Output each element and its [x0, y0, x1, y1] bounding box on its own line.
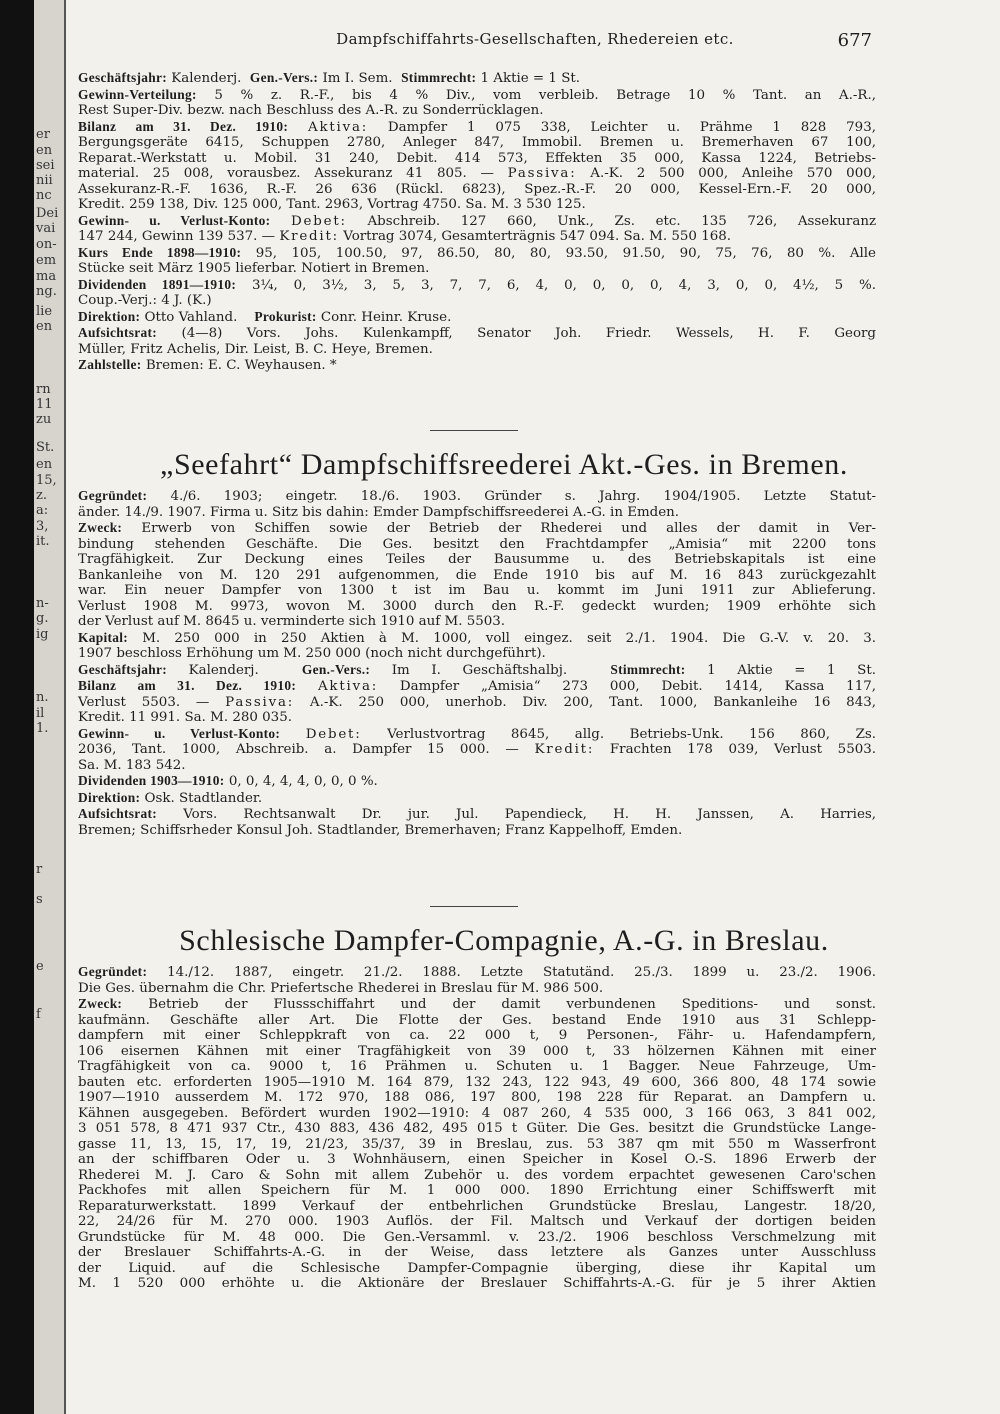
purpose-line: der Liquid. auf die Schlesische Dampfer-Compagnie überging, diese ihr Kapital um [78, 1260, 876, 1276]
section-separator [430, 906, 518, 907]
balance-line: Assekuranz-R.-F. 1636, R.-F. 26 636 (Rückl. 6823), Spez.-R.-F. 20 000, Kessel-Ern.-F. 20 000, [78, 181, 876, 197]
supervisory-board: Aufsichtsrat: (4—8) Vors. Johs. Kulenkampff, Senator Joh. Friedr. Wessels, H. F. Georg [78, 325, 876, 341]
seefahrt-entry [78, 488, 876, 838]
purpose-line: Reparaturwerkstatt. 1899 Verkauf der entbehrlichen Grundstücke Breslau, Langestr. 18/20, [78, 1198, 876, 1214]
margin-fragment: 15, [36, 473, 57, 488]
purpose-line: der Verlust auf M. 8645 u. verminderte sich 1910 auf M. 5503. [78, 614, 506, 629]
share-price: Kurs Ende 1898—1910: 95, 105, 100.50, 97, 86.50, 80, 80, 93.50, 91.50, 90, 75, 76, 80 %. Alle [78, 244, 876, 261]
margin-fragment: z. [36, 488, 47, 503]
balance-line: Kredit. 259 138, Div. 125 000, Tant. 2963, Vortrag 4750. Sa. M. 3 530 125. [78, 197, 586, 212]
profit-loss-line: 147 244, Gewinn 139 537. — Kredit: Vortrag 3074, Gesamterträgnis 547 094. Sa. M. 550 168. [78, 229, 732, 244]
margin-fragment: s [36, 892, 43, 907]
margin-fragment: il [36, 706, 45, 721]
schlesische-heading: Schlesische Dampfer-Compagnie, A.-G. in Breslau. [179, 924, 829, 957]
profit-loss-line: Sa. M. 183 542. [78, 757, 186, 773]
coupon-expiry: Coup.-Verj.: 4 J. (K.) [78, 293, 212, 308]
paying-agent: Zahlstelle: Bremen: E. C. Weyhausen. * [78, 357, 337, 373]
margin-fragment: lie [36, 304, 53, 319]
founded-cont: Die Ges. übernahm die Chr. Priefertsche Rhederei in Breslau für M. 986 500. [78, 980, 604, 996]
founded: Gegründet: 14./12. 1887, eingetr. 21./2. 1888. Letzte Statutänd. 25./3. 1899 u. 23./2. 1906. [78, 964, 876, 980]
dividends: Dividenden 1891—1910: 3¼, 0, 3½, 3, 5, 3, 7, 7, 6, 4, 0, 0, 0, 0, 4, 3, 0, 0, 4½, 5 %. [78, 276, 876, 293]
margin-fragment: nii [36, 173, 53, 188]
balance-line: Bergungsgeräte 6415, Schuppen 2780, Anleger 847, Immobil. Bremen u. Bremerhaven 67 100, [78, 135, 876, 150]
margin-fragment: 3, [36, 519, 49, 534]
margin-fragment: nc [36, 188, 52, 203]
supervisory-board-cont: Müller, Fritz Achelis, Dir. Leist, B. C. Heye, Bremen. [78, 341, 433, 357]
balance-line: material. 25 008, vorausbez. Assekuranz 41 805. — Passiva: A.-K. 2 500 000, Anleihe 570 000, [78, 166, 877, 181]
previous-entry-continuation [78, 70, 876, 374]
founded-cont: änder. 14./9. 1907. Firma u. Sitz bis dahin: Emder Dampfschiffsreederei A.-G. in Emden. [78, 504, 680, 520]
purpose-line: Packhofes mit allen Speichern für M. 1 000 000. 1890 Errichtung einer Schiffswerft mit [78, 1183, 876, 1198]
founded: Gegründet: 4./6. 1903; eingetr. 18./6. 1903. Gründer s. Jahrg. 1904/1905. Letzte Statut- [78, 488, 876, 504]
purpose-line: 106 eisernen Kähnen mit einer Tragfähigkeit von 39 000 t, 33 hölzernen Kähnen mit einer [78, 1043, 876, 1059]
margin-fragment: zu [36, 412, 52, 427]
profit-loss-line: 2036, Tant. 1000, Abschreib. a. Dampfer 15 000. — Kredit: Frachten 178 039, Verlust 5503. [78, 742, 877, 757]
purpose-line: Kähnen ausgegeben. Befördert wurden 1902—1910: 4 087 260, 4 535 000, 3 166 063, 3 841 002, [78, 1105, 876, 1121]
meeting-line: Geschäftsjahr: Kalenderj. Gen.-Vers.: Im I. Sem. Stimmrecht: 1 Aktie = 1 St. [78, 70, 580, 86]
margin-fragment: r [36, 862, 43, 877]
capital-cont: 1907 beschloss Erhöhung um M. 250 000 (noch nicht durchgeführt). [78, 646, 546, 661]
purpose-line: war. Ein neuer Dampfer von 1300 t ist im Bau u. kommt im Juni 1911 zur Ablieferung. [78, 583, 876, 598]
margin-fragment: ig [36, 627, 49, 642]
supervisory-board: Aufsichtsrat: Vors. Rechtsanwalt Dr. jur. Jul. Papendieck, H. H. Janssen, A. Harries, [78, 806, 876, 822]
purpose-line: 1907—1910 ausserdem M. 172 970, 188 086, 197 800, 198 228 für Reparat. an Dampfern u. [78, 1090, 876, 1105]
profit-distribution-cont: Rest Super-Div. bezw. nach Beschluss des A.-R. zu Sonderrücklagen. [78, 103, 544, 118]
margin-fragment: Dei [36, 206, 59, 221]
margin-fragment: ng. [36, 284, 57, 299]
profit-loss-account: Gewinn- u. Verlust-Konto: Debet: Abschreib. 127 660, Unk., Zs. etc. 135 726, Assekuranz [78, 212, 876, 229]
purpose: Zweck: Betrieb der Flussschiffahrt und der damit verbundenen Speditions- und sonst. [78, 996, 876, 1012]
purpose-line: 22, 24/26 für M. 270 000. 1903 Auflös. der Fil. Maltsch und Verkauf der dortigen beiden [78, 1214, 876, 1229]
margin-fragment: a: [36, 503, 49, 518]
page-edge-rule [64, 0, 66, 1414]
margin-fragment: St. [36, 440, 55, 455]
capital: Kapital: M. 250 000 in 250 Aktien à M. 1000, voll eingez. seit 2./1. 1904. Die G.-V. v. 20. 3. [78, 629, 876, 646]
purpose-line: gasse 11, 13, 15, 17, 19, 21/23, 35/37, 39 in Breslau, zus. 53 387 qm mit 550 m Wasserfront [78, 1136, 876, 1152]
previous-page-margin [34, 0, 64, 1414]
margin-fragment: ma [36, 269, 57, 284]
margin-fragment: vai [36, 221, 56, 236]
purpose-line: 3 051 578, 8 471 937 Ctr., 430 883, 436 482, 495 015 t Güter. Die Ges. besitzt die Grundstücke Lange- [78, 1121, 876, 1136]
balance-line: Reparat.-Werkstatt u. Mobil. 31 240, Debit. 414 573, Effekten 35 000, Kassa 1224, Betriebs- [78, 150, 876, 166]
margin-fragment: en [36, 143, 53, 158]
margin-fragment: sei [36, 158, 55, 173]
margin-fragment: f [36, 1007, 41, 1022]
margin-fragment: 1. [36, 721, 49, 736]
balance-sheet: Bilanz am 31. Dez. 1910: Aktiva: Dampfer „Amisia“ 273 000, Debit. 1414, Kassa 117, [78, 678, 876, 694]
margin-fragment: 11 [36, 397, 53, 412]
schlesische-entry [78, 964, 876, 1292]
balance-line: Verlust 5503. — Passiva: A.-K. 250 000, unerhob. Div. 200, Tant. 1000, Bankanleihe 16 843, [78, 694, 877, 710]
margin-fragment: er [36, 127, 50, 142]
purpose-line: bindung stehenden Geschäfte. Die Ges. besitzt den Frachtdampfer „Amisia“ mit 2200 tons [78, 536, 876, 552]
margin-fragment: en [36, 319, 53, 334]
running-head [70, 30, 1000, 54]
profit-distribution: Gewinn-Verteilung: 5 % z. R.-F., bis 4 % Div., vom verbleib. Betrage 10 % Tant. an A.-R., [78, 86, 876, 103]
purpose-line: kaufmänn. Geschäfte aller Art. Die Flotte der Ges. bestand Ende 1910 aus 31 Schlepp- [78, 1012, 876, 1028]
purpose-line: bauten etc. erforderten 1905—1910 M. 164 879, 132 243, 122 943, 49 600, 366 800, 48 174 sowie [78, 1074, 876, 1090]
balance-line: Kredit. 11 991. Sa. M. 280 035. [78, 710, 292, 725]
margin-fragment: on- [36, 237, 57, 252]
margin-fragment: n- [36, 596, 49, 611]
purpose-line: Grundstücke für M. 48 000. Die Gen.-Versamml. v. 23./2. 1906 beschloss Verschmelzung mit [78, 1229, 876, 1245]
purpose-line: Rhederei M. J. Caro & Sohn mit allem Zubehör u. des vordem erpachtet gewesenen Caro'schen [78, 1167, 876, 1183]
seefahrt-heading: „Seefahrt“ Dampfschiffsreederei Akt.-Ges. in Bremen. [160, 448, 848, 481]
purpose-line: Tragfähigkeit von ca. 9000 t, 16 Prähmen u. Schuten u. 1 Bagger. Neue Fahrzeuge, Um- [78, 1059, 876, 1074]
purpose-line: dampfern mit einer Schleppkraft von ca. 22 000 t, 9 Personen-, Fähr- u. Hafendampfern, [78, 1028, 876, 1043]
balance-sheet: Bilanz am 31. Dez. 1910: Aktiva: Dampfer 1 075 338, Leichter u. Prähme 1 828 793, [78, 118, 876, 135]
margin-fragment: em [36, 253, 57, 268]
running-head-title: Dampfschiffahrts-Gesellschaften, Rhedereien etc. [336, 30, 734, 48]
purpose-line: an der schiffbaren Oder u. 3 Wohnhäusern, einen Speicher in Kosel O.-S. 1896 Erwerb der [78, 1152, 876, 1167]
dividends: Dividenden 1903—1910: 0, 0, 4, 4, 4, 0, 0, 0 %. [78, 773, 378, 789]
purpose-line: Bankanleihe von M. 120 291 aufgenommen, die Ende 1910 bis auf M. 16 843 zurückgezahlt [78, 567, 876, 583]
section-separator [430, 430, 518, 431]
management: Direktion: Otto Vahland. Prokurist: Conr. Heinr. Kruse. [78, 308, 452, 325]
purpose-line: M. 1 520 000 erhöhte u. die Aktionäre der Breslauer Schiffahrts-A.-G. für je 5 ihrer Aktien [78, 1276, 876, 1291]
margin-fragment: n. [36, 690, 49, 705]
margin-fragment: e [36, 959, 44, 974]
profit-loss-account: Gewinn- u. Verlust-Konto: Debet: Verlustvortrag 8645, allg. Betriebs-Unk. 156 860, Zs. [78, 725, 877, 742]
purpose-line: Verlust 1908 M. 9973, wovon M. 3000 durch den R.-F. gedeckt wurden; 1909 erhöhte sich [78, 598, 876, 614]
margin-fragment: it. [36, 534, 50, 549]
margin-fragment: en [36, 457, 53, 472]
purpose: Zweck: Erwerb von Schiffen sowie der Betrieb der Rhederei und alles der damit in Ver- [78, 520, 876, 536]
purpose-line: der Breslauer Schiffahrts-A.-G. in der Weise, dass letztere als Ganzes unter Ausschluss [78, 1245, 876, 1260]
page-number: 677 [837, 30, 872, 51]
margin-fragment: g. [36, 611, 49, 626]
supervisory-board-cont: Bremen; Schiffsrheder Konsul Joh. Stadtlander, Bremerhaven; Franz Kappelhoff, Emden. [78, 822, 683, 838]
meeting-line: Geschäftsjahr: Kalenderj. Gen.-Vers.: Im I. Geschäftshalbj. Stimmrecht: 1 Aktie = 1 St. [78, 661, 876, 678]
margin-fragment: rn [36, 382, 51, 397]
book-binding-shadow [0, 0, 34, 1414]
management: Direktion: Osk. Stadtlander. [78, 789, 263, 806]
share-price-cont: Stücke seit März 1905 lieferbar. Notiert in Bremen. [78, 261, 430, 276]
purpose-line: Tragfähigkeit. Zur Deckung eines Teiles der Bausumme u. des Betriebskapitals ist eine [78, 552, 876, 567]
